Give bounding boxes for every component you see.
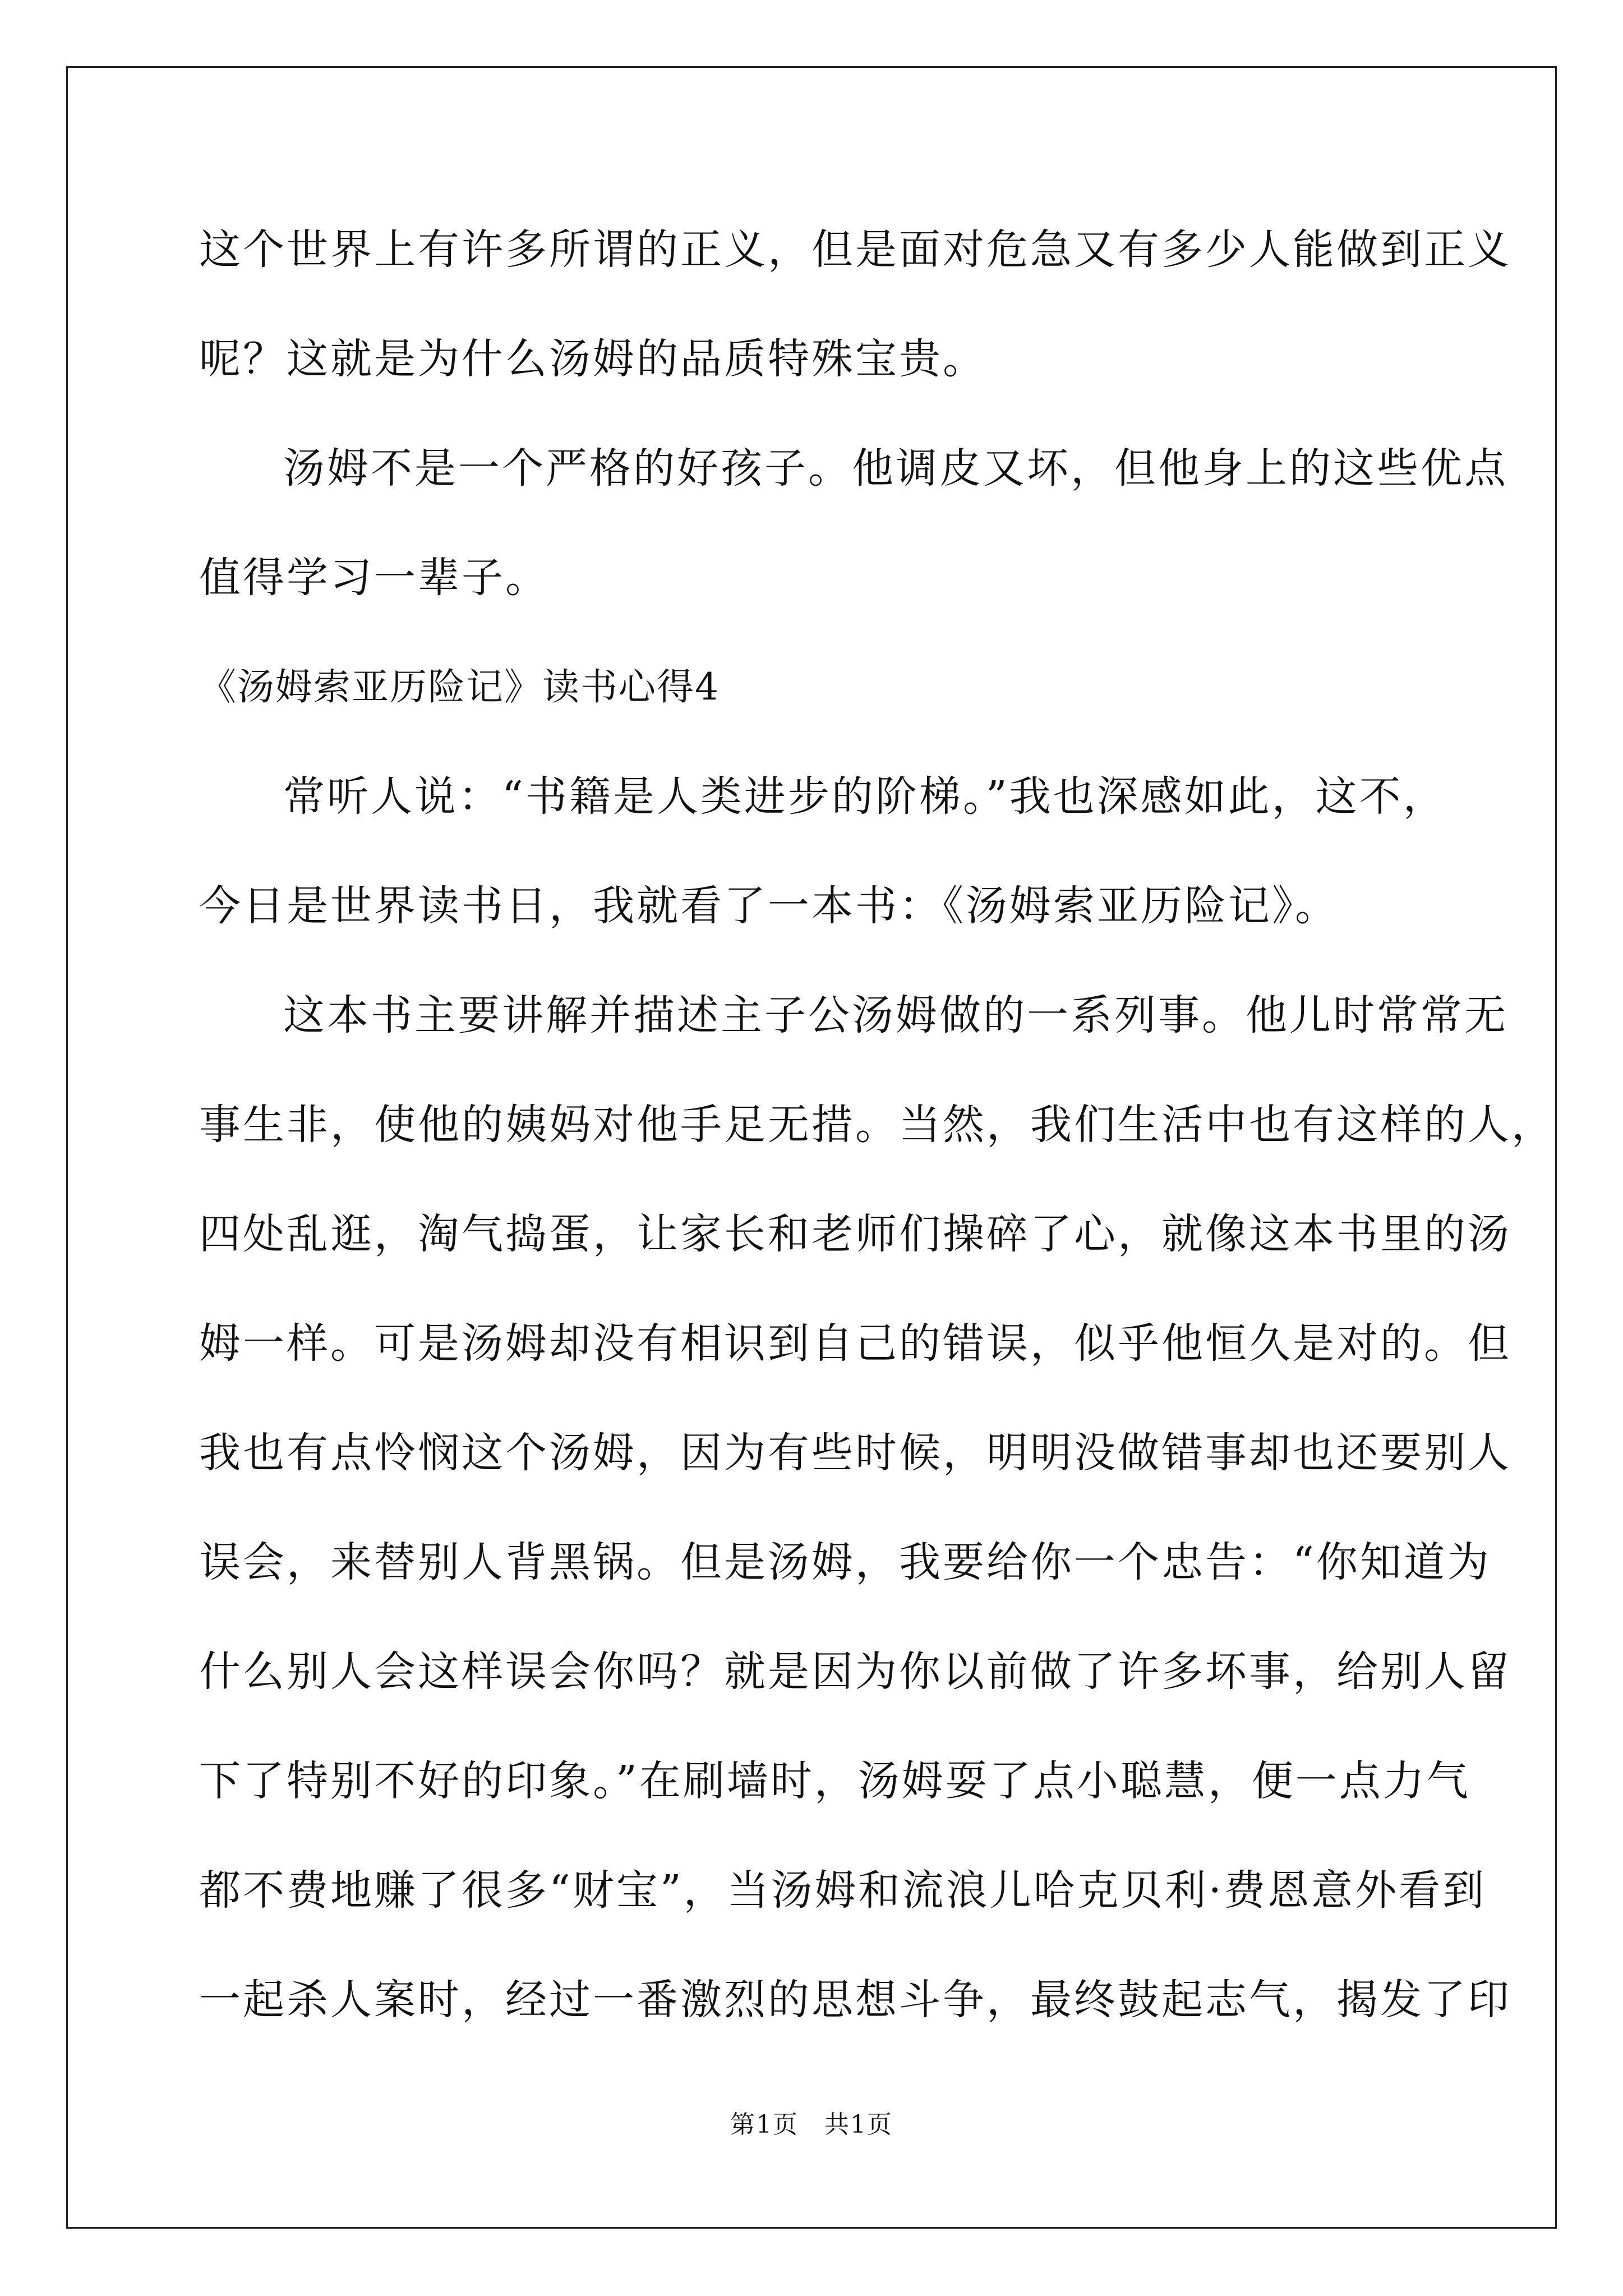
paragraph-1-line-2: 呢？这就是为什么汤姆的品质特殊宝贵。 xyxy=(199,335,986,383)
paragraph-4-line-7: 什么别人会这样误会你吗？就是因为你以前做了许多坏事，给别人留 xyxy=(199,1648,1511,1696)
paragraph-2-line-1: 汤姆不是一个严格的好孩子。他调皮又坏，但他身上的这些优点 xyxy=(283,444,1508,493)
paragraph-4-line-10: 一起杀人案时，经过一番激烈的思想斗争，最终鼓起志气，揭发了印 xyxy=(199,1976,1511,2024)
paragraph-3-line-1: 常听人说：“书籍是人类进步的阶梯。”我也深感如此，这不， xyxy=(283,772,1447,821)
paragraph-4-line-8: 下了特别不好的印象。”在刷墙时，汤姆耍了点小聪慧，便一点力气 xyxy=(199,1757,1470,1805)
paragraph-1-line-1: 这个世界上有许多所谓的正义，但是面对危急又有多少人能做到正义 xyxy=(199,226,1511,274)
paragraph-3-line-2: 今日是世界读书日，我就看了一本书：《汤姆索亚历险记》。 xyxy=(199,882,1339,930)
paragraph-4-line-6: 误会，来替别人背黑锅。但是汤姆，我要给你一个忠告：“你知道为 xyxy=(199,1538,1491,1586)
paragraph-4-line-3: 四处乱逛，淘气捣蛋，让家长和老师们操碎了心，就像这本书里的汤 xyxy=(199,1210,1511,1258)
paragraph-4-line-1: 这本书主要讲解并描述主子公汤姆做的一系列事。他儿时常常无 xyxy=(283,991,1508,1039)
paragraph-4-line-5: 我也有点怜悯这个汤姆，因为有些时候，明明没做错事却也还要别人 xyxy=(199,1429,1511,1477)
page-number-footer: 第1页 共1页 xyxy=(730,2110,893,2139)
paragraph-2-line-2: 值得学习一辈子。 xyxy=(199,554,549,602)
paragraph-4-line-9: 都不费地赚了很多“财宝”，当汤姆和流浪儿哈克贝利·费恩意外看到 xyxy=(199,1866,1487,1915)
paragraph-4-line-4: 姆一样。可是汤姆却没有相识到自己的错误，似乎他恒久是对的。但 xyxy=(199,1319,1511,1368)
section-heading: 《汤姆索亚历险记》读书心得4 xyxy=(199,665,720,708)
paragraph-4-line-2: 事生非，使他的姨妈对他手足无措。当然，我们生活中也有这样的人， xyxy=(199,1101,1555,1149)
